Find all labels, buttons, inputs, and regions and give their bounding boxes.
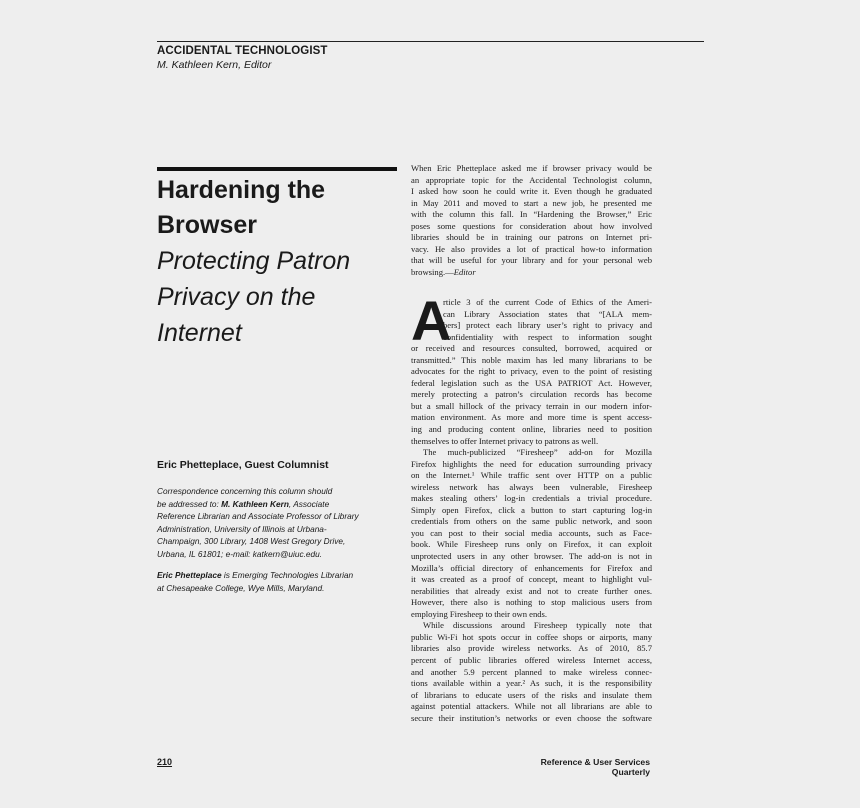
text-line: that will be useful for your library and for your personal web bbox=[411, 255, 652, 266]
text-line: advocates for the right to privacy, even to the point of resisting bbox=[411, 366, 652, 377]
text-line: makes stealing others’ log-in credentials a trivial procedure. bbox=[411, 493, 652, 504]
text-line: you can post to their social media accounts, such as Face- bbox=[411, 527, 652, 538]
text-line: credentials from others on the same public network, and soon bbox=[411, 516, 652, 527]
text-line: Mozilla’s official directory of enhancements for Firefox and bbox=[411, 562, 652, 573]
text-line: with the column this fall. In “Hardening the Browser,” Eric bbox=[411, 209, 652, 220]
bio-line: Eric Phetteplace is Emerging Technologies Librarian bbox=[157, 570, 354, 580]
text-line: but a small hillock of the privacy terrain in our modern infor- bbox=[411, 400, 652, 411]
text-line: rticle 3 of the current Code of Ethics of the Ameri- bbox=[443, 297, 652, 307]
text-line: transmitted.” This noble maxim has led many librarians to be bbox=[411, 354, 652, 365]
corr-line: Champaign, 300 Library, 1408 West Gregory Drive, bbox=[157, 536, 346, 547]
text-line: can Library Association states that “[ALA mem- bbox=[443, 308, 652, 319]
text-line: public Wi-Fi hot spots occur in coffee shops or airports, many bbox=[411, 631, 652, 642]
bio-line: at Chesapeake College, Wye Mills, Maryland. bbox=[157, 582, 325, 593]
corr-line: Administration, University of Illinois at Urbana- bbox=[157, 523, 327, 534]
editor-intro bbox=[411, 163, 652, 278]
text-line: book. While Firesheep runs only on Firefox, it can exploit bbox=[411, 539, 652, 550]
text-line: mation environment. As more and more time is spent access- bbox=[411, 412, 652, 423]
text-line: unprotected users in any other browser. The add-on is not in bbox=[411, 551, 652, 562]
text-line: However, there also is nothing to stop malicious users from bbox=[411, 597, 652, 608]
text-line: secure their institution’s networks or even choose the software bbox=[411, 712, 652, 723]
text-line: confidentiality with respect to information sought bbox=[443, 331, 652, 342]
corr-line: be addressed to: M. Kathleen Kern, Associate bbox=[157, 498, 330, 509]
text-line: browsing.—Editor bbox=[411, 266, 476, 277]
subtitle-line: Privacy on the bbox=[157, 283, 316, 311]
drop-cap: A bbox=[411, 289, 452, 352]
text-line: ing and producing content online, libraries need to position bbox=[411, 424, 652, 435]
column-title: ACCIDENTAL TECHNOLOGIST bbox=[157, 45, 328, 57]
correspondence-note bbox=[157, 485, 392, 561]
header-rule bbox=[157, 41, 704, 42]
text-line: on the Internet.¹ While traffic sent over HTTP on a public bbox=[411, 470, 652, 481]
text-line: libraries should be in training our patrons on Internet pri- bbox=[411, 232, 652, 243]
article-title: Hardening the Browser bbox=[157, 176, 326, 239]
text-line: wireless network has always been vulnerable, Firesheep bbox=[411, 481, 652, 492]
text-line: merely protecting a patron’s circulation records has become bbox=[411, 389, 652, 400]
author-bio bbox=[157, 569, 392, 594]
text-line: employing Firesheep to their own ends. bbox=[411, 608, 548, 619]
text-line: tions available within a year.² As such, it is the responsibility bbox=[411, 678, 652, 689]
corr-line: Correspondence concerning this column should bbox=[157, 486, 333, 496]
subtitle-line: Protecting Patron bbox=[157, 247, 351, 275]
journal-name: Reference & User Services Quarterly bbox=[540, 757, 650, 777]
text-line: or received and resources consulted, borrowed, acquired or bbox=[411, 343, 652, 354]
text-line: against potential attackers. While not all librarians are able to bbox=[411, 701, 652, 712]
text-line: Simply open Firefox, click a button to start capturing log-in bbox=[411, 504, 652, 515]
text-line: nerabilities that already exist and not to create further ones. bbox=[411, 585, 652, 596]
text-line: themselves to offer Internet privacy to patrons as well. bbox=[411, 435, 599, 446]
text-line: Firefox highlights the need for education surrounding privacy bbox=[411, 458, 652, 469]
subtitle-line: Internet bbox=[157, 319, 242, 347]
article-body bbox=[411, 297, 652, 724]
column-editor: M. Kathleen Kern, Editor bbox=[157, 59, 272, 71]
text-line: When Eric Phetteplace asked me if browser privacy would be bbox=[411, 163, 652, 173]
corr-line: Urbana, IL 61801; e-mail: katkern@uiuc.edu. bbox=[157, 548, 323, 559]
text-line: and another 5.9 percent planned to make wireless connec- bbox=[411, 666, 652, 677]
text-line: percent of public libraries offered wireless Internet access, bbox=[411, 654, 652, 665]
text-line: an appropriate topic for the Accidental Technologist column, bbox=[411, 174, 652, 185]
text-line: in May 2011 and moved to start a new job, he presented me bbox=[411, 197, 652, 208]
text-line: of librarians to educate users of the risks and insulate them bbox=[411, 689, 652, 700]
page-number: 210 bbox=[157, 757, 173, 767]
text-line: I asked how soon he could write it. Even though he graduated bbox=[411, 186, 652, 197]
text-line: it was created as a proof of concept, meant to highlight vul- bbox=[411, 574, 652, 585]
corr-line: Reference Librarian and Associate Professor of Library bbox=[157, 511, 359, 522]
title-rule bbox=[157, 167, 397, 171]
article-subtitle bbox=[157, 243, 407, 351]
text-line: libraries also provide wireless networks. As of 2010, 85.7 bbox=[411, 643, 652, 654]
text-line: poses some questions for consideration about how involved bbox=[411, 220, 652, 231]
text-line: vacy. He also provides a lot of practical how-to information bbox=[411, 243, 652, 254]
text-line: While discussions around Firesheep typically note that bbox=[423, 620, 652, 631]
text-line: federal legislation such as the USA PATRIOT Act. However, bbox=[411, 377, 652, 388]
text-line: bers] protect each library user’s right to privacy and bbox=[443, 320, 652, 331]
author-byline: Eric Phetteplace, Guest Columnist bbox=[157, 459, 329, 471]
text-line: The much-publicized “Firesheep” add-on for Mozilla bbox=[423, 447, 652, 458]
